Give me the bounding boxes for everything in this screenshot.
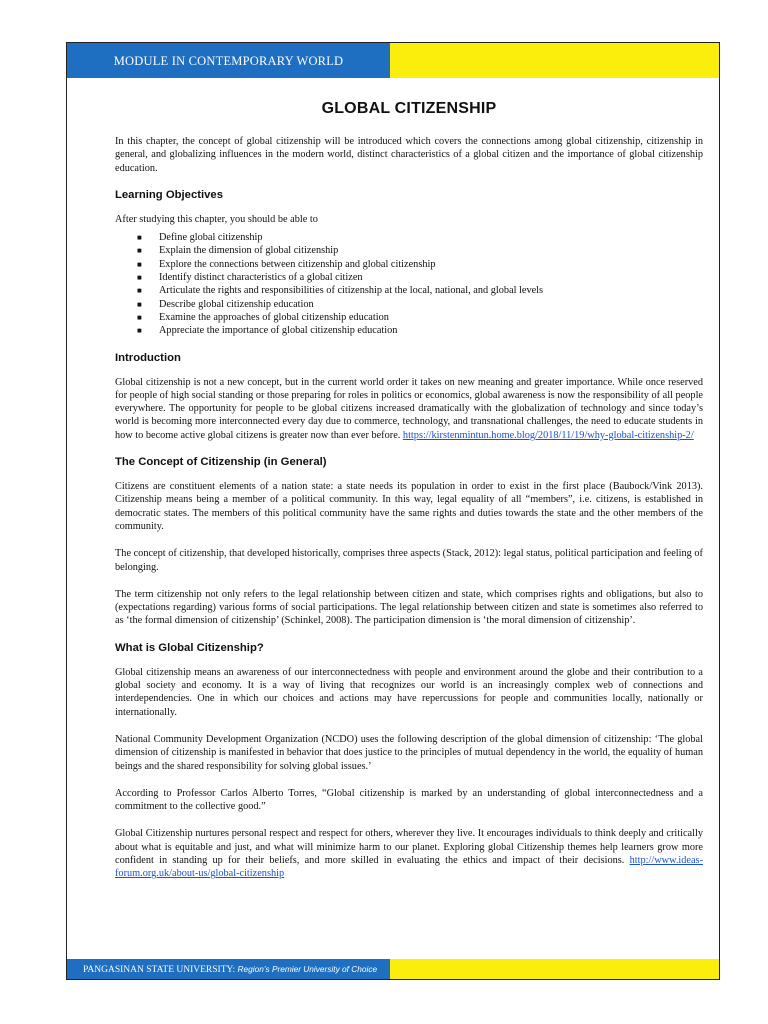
concept-paragraph-1: Citizens are constituent elements of a nation state: a state needs its population in order to exist in the first place (Baubock/Vink 2013). Citizenship means being a member of a political community. In this way, legal equality of all “members”, i.e. citizens, is established in democratic states. The members of this political community have the same rights and duties towards the state and the other members of the community.	[115, 481, 703, 532]
introduction-paragraph: Global citizenship is not a new concept, but in the current world order it takes on new meaning and greater importance. While once reserved for people of high social standing or those preparing for roles in politics or economics, global awareness is now the responsibility of all people everywhere. The opportunity for people to be global citizens increased dramatically with the globalization of technology and since today’s world is becoming more interconnected every day due to commerce, technology, and transnational challenges, the need to educate students in how to become active global citizens is greater now than ever before. https://kirstenmintun.home.blog/2018/11/19/why-global-citizenship-2/	[115, 376, 703, 441]
global-paragraph-2: National Community Development Organization (NCDO) uses the following description of the global dimension of citizenship: ‘The global dimension of citizenship is manifested in behavior that does justice to the principles of mutual dependency in the world, the equality of human beings and the shared responsibility for solving global issues.’	[115, 733, 703, 772]
page-footer	[67, 959, 719, 980]
bullet-icon: ■	[137, 273, 142, 283]
bullet-icon: ■	[137, 286, 142, 296]
introduction-heading: Introduction	[115, 351, 181, 364]
objective-item: ■ Articulate the rights and responsibilities of citizenship at the local, national, and global levels	[137, 285, 544, 297]
bullet-icon: ■	[137, 326, 142, 336]
learning-objectives-lead: After studying this chapter, you should be able to	[115, 213, 318, 225]
footer-text	[83, 959, 377, 980]
global-paragraph-1: Global citizenship means an awareness of our interconnectedness with people and environment around the globe and their contribution to a global society and economy. It is a way of living that recognizes our world is an increasingly complex web of connections and interdependencies. One in which our choices and actions may have repercussions for people and communities locally, nationally or internationally.	[115, 666, 703, 718]
objective-item: ■ Appreciate the importance of global citizenship education	[137, 325, 398, 337]
global-paragraph-3: According to Professor Carlos Alberto Torres, “Global citizenship is marked by an understanding of global interconnectedness and a commitment to the collective good.”	[115, 787, 703, 813]
objective-item: ■ Identify distinct characteristics of a global citizen	[137, 272, 363, 284]
university-tagline: Region’s Premier University of Choice	[237, 964, 378, 974]
header-yellow-band	[390, 43, 719, 78]
concept-paragraph-2: The concept of citizenship, that developed historically, comprises three aspects (Stack, 2012): legal status, political participation and feeling of belonging.	[115, 548, 703, 573]
module-title: MODULE IN CONTEMPORARY WORLD	[113, 54, 344, 68]
document-page	[66, 42, 720, 980]
bullet-icon: ■	[137, 299, 142, 309]
objective-item: ■ Examine the approaches of global citizenship education	[137, 311, 389, 323]
concept-paragraph-3: The term citizenship not only refers to the legal relationship between citizen and state, which comprises rights and obligations, but also to (expectations regarding) various forms of social participations. The legal relationship between citizen and state is sometimes also referred to as ‘the formal dimension of citizenship’ (Schinkel, 2008). The participation dimension is ‘the moral dimension of citizenship’.	[115, 588, 703, 627]
global-paragraph-4: Global Citizenship nurtures personal respect and respect for others, wherever they live. It encourages individuals to think deeply and critically about what is equitable and just, and what will minimize harm to our planet. Exploring global Citizenship themes help learners grow more confident in standing up for their beliefs, and more skilled in evaluating the ethics and impact of their decisions. http://www.ideas-forum.org.uk/about-us/global-citizenship	[115, 828, 703, 880]
footer-yellow-band	[390, 959, 719, 980]
objective-item: ■ Explore the connections between citizenship and global citizenship	[137, 258, 436, 270]
concept-heading: The Concept of Citizenship (in General)	[115, 456, 327, 469]
chapter-intro: In this chapter, the concept of global citizenship will be introduced which covers the connections among global citizenship, citizenship in general, and globalizing influences in the modern world, distinct characteristics of a global citizen and the importance of global citizenship education.	[115, 136, 703, 174]
objectives-list	[115, 231, 703, 337]
bullet-icon: ■	[137, 233, 142, 243]
bullet-icon: ■	[137, 259, 142, 269]
objective-item: ■ Describe global citizenship education	[137, 298, 314, 310]
document-body	[115, 93, 703, 895]
global-source-link[interactable]: http://www.ideas-forum.org.uk/about-us/global-citizenship	[115, 854, 703, 880]
introduction-source-link[interactable]: https://kirstenmintun.home.blog/2018/11/19/why-global-citizenship-2/	[402, 429, 694, 441]
bullet-icon: ■	[137, 246, 142, 256]
objective-item: ■ Explain the dimension of global citizenship	[137, 245, 339, 257]
university-name: PANGASINAN STATE UNIVERSITY:	[83, 965, 236, 975]
page-title: GLOBAL CITIZENSHIP	[321, 100, 497, 117]
global-citizenship-heading: What is Global Citizenship?	[115, 641, 264, 654]
learning-objectives-heading: Learning Objectives	[115, 188, 223, 201]
bullet-icon: ■	[137, 312, 142, 322]
page-header	[67, 43, 719, 78]
objective-item: ■ Define global citizenship	[137, 232, 263, 244]
